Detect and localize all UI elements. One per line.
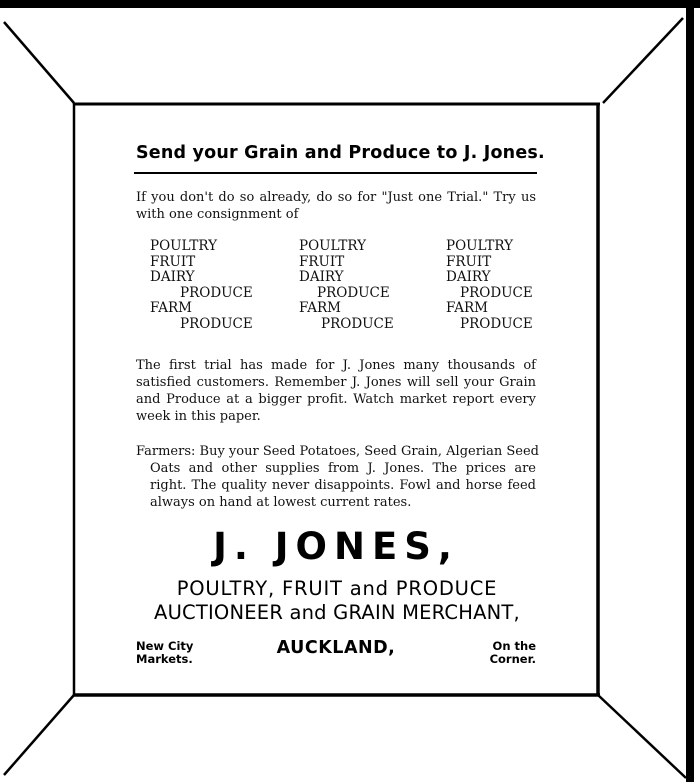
farmers-paragraph-first-line: Farmers: Buy your Seed Potatoes, Seed Grain, Algerian Seed — [136, 444, 539, 459]
produce-item: PRODUCE — [321, 315, 394, 332]
produce-item: FARM — [150, 300, 192, 316]
headline-rule — [134, 172, 537, 174]
corner-line-top-right — [603, 18, 683, 103]
produce-item: DAIRY — [446, 269, 491, 285]
produce-item: POULTRY — [446, 238, 514, 254]
headline: Send your Grain and Produce to J. Jones. — [136, 143, 545, 163]
corner-line-bottom-right — [598, 695, 686, 778]
footer-location-right — [474, 640, 536, 666]
trial-paragraph: The first trial has made for J. Jones many thousands of satisfied customers. Remember J. Jones will sell your Grain and Produce at a bigger profit. Watch market report every week in this paper. — [136, 358, 536, 424]
footer-left-line-1: New City — [136, 639, 194, 653]
produce-item: PRODUCE — [460, 284, 533, 301]
produce-item: FRUIT — [150, 253, 196, 270]
produce-column-2 — [299, 239, 449, 332]
produce-item: DAIRY — [299, 269, 344, 285]
farmers-paragraph — [136, 443, 539, 511]
trade-line-2: AUCTIONEER and GRAIN MERCHANT, — [154, 601, 520, 624]
produce-item: PRODUCE — [180, 284, 253, 301]
advertisement-panel — [74, 103, 598, 695]
footer-right-line-1: On the — [492, 639, 536, 653]
trade-line-1: POULTRY, FRUIT and PRODUCE — [176, 577, 498, 600]
produce-column-1 — [150, 239, 300, 332]
produce-item: FRUIT — [299, 253, 345, 270]
farmers-paragraph-rest: Oats and other supplies from J. Jones. The prices are right. The quality never disappoints. Fowl and horse feed always on hand at lowest current rates. — [150, 461, 536, 510]
produce-item: FRUIT — [446, 253, 492, 270]
footer-left-line-2: Markets. — [136, 652, 193, 666]
produce-item: POULTRY — [299, 238, 367, 254]
produce-item: PRODUCE — [180, 315, 253, 332]
right-edge — [686, 0, 694, 782]
produce-item: PRODUCE — [317, 284, 390, 301]
footer-location-left — [136, 640, 193, 666]
produce-column-3 — [446, 239, 596, 332]
merchant-name: J. JONES, — [213, 525, 459, 568]
top-edge — [0, 0, 700, 8]
footer-right-line-2: Corner. — [489, 652, 536, 666]
corner-line-top-left — [4, 22, 74, 103]
produce-item: POULTRY — [150, 238, 218, 254]
produce-item: PRODUCE — [460, 315, 533, 332]
intro-paragraph: If you don't do so already, do so for "Just one Trial." Try us with one consignment of — [136, 190, 536, 222]
footer-city: AUCKLAND, — [276, 638, 396, 658]
produce-item: FARM — [299, 300, 341, 316]
corner-line-bottom-left — [4, 695, 74, 775]
produce-item: DAIRY — [150, 269, 195, 285]
produce-item: FARM — [446, 300, 488, 316]
